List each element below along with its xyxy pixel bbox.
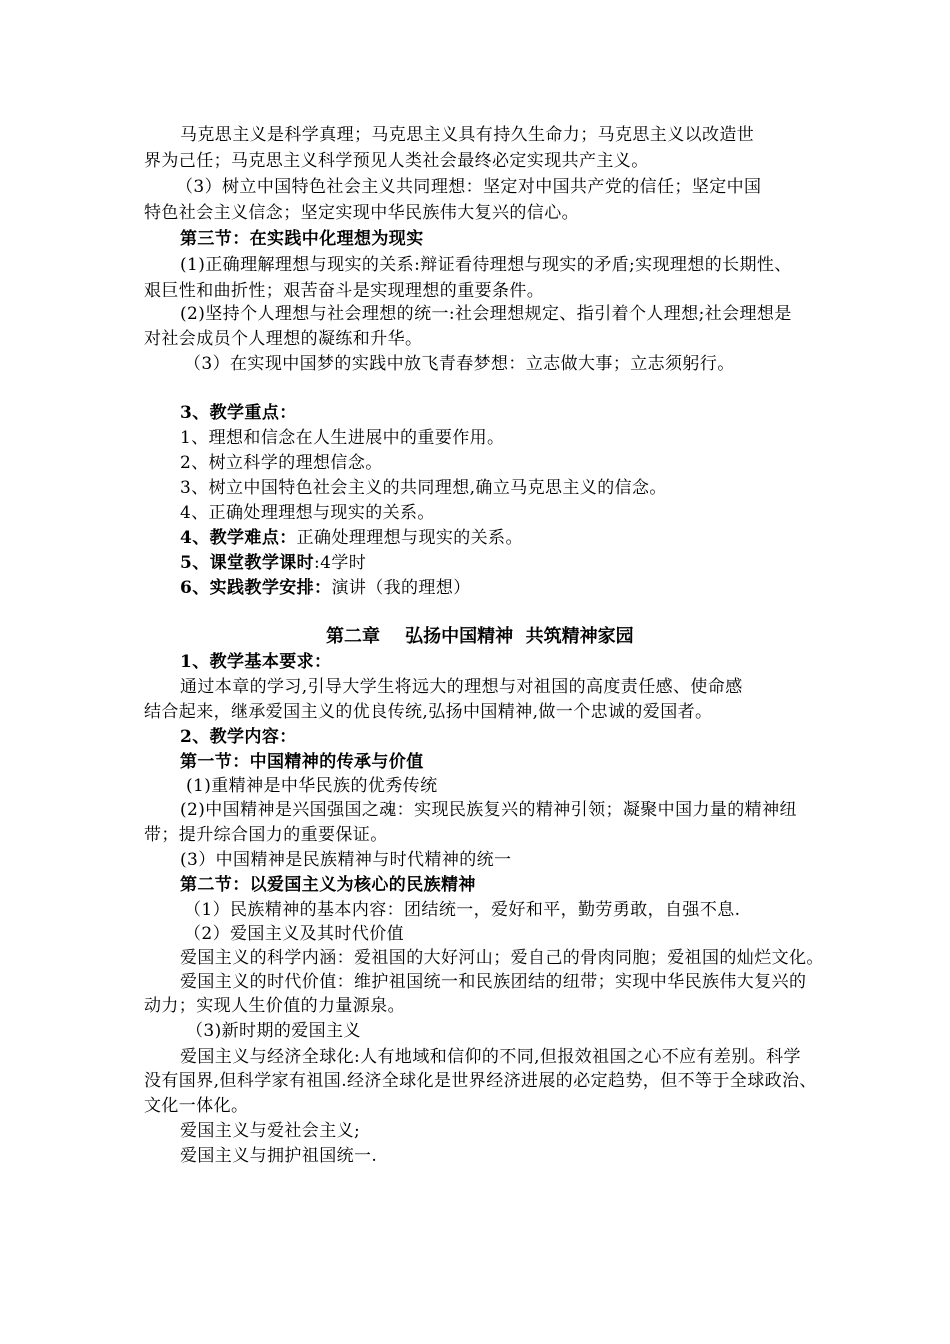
text-line: (2)坚持个人理想与社会理想的统一:社会理想规定、指引着个人理想;社会理想是	[180, 304, 792, 324]
text-line	[180, 576, 471, 600]
text-line: （1）民族精神的基本内容：团结统一，爱好和平，勤劳勇敢，自强不息.	[184, 900, 741, 920]
text-line: 1、理想和信念在人生进展中的重要作用。	[180, 428, 505, 448]
line-value: :4学时	[314, 553, 367, 573]
text-line: 爱国主义与拥护祖国统一.	[180, 1146, 378, 1166]
text-line: (1)重精神是中华民族的优秀传统	[186, 776, 438, 796]
text-line: 3、树立中国特色社会主义的共同理想,确立马克思主义的信念。	[180, 478, 667, 498]
text-line: 特色社会主义信念；坚定实现中华民族伟大复兴的信心。	[144, 203, 579, 223]
text-line: (1)正确理解理想与现实的关系:辩证看待理想与现实的矛盾;实现理想的长期性、	[180, 255, 792, 275]
text-line: 通过本章的学习,引导大学生将远大的理想与对祖国的高度责任感、使命感	[180, 677, 743, 697]
subheading: 1、教学基本要求：	[180, 652, 332, 672]
text-line: 2、树立科学的理想信念。	[180, 453, 383, 473]
text-line	[180, 526, 523, 550]
text-line: （3）树立中国特色社会主义共同理想：坚定对中国共产党的信任；坚定中国	[176, 177, 762, 197]
text-line: 艰巨性和曲折性；艰苦奋斗是实现理想的重要条件。	[144, 281, 545, 301]
text-line: （3)新时期的爱国主义	[186, 1021, 361, 1041]
text-line: 动力；实现人生价值的力量源泉。	[144, 996, 405, 1016]
text-line: 文化一体化。	[144, 1096, 249, 1116]
text-line: （3）在实现中国梦的实践中放飞青春梦想：立志做大事；立志须躬行。	[184, 354, 735, 374]
chapter-title: 第二章 弘扬中国精神 共筑精神家园	[326, 626, 634, 647]
line-label: 6、实践教学安排：	[180, 578, 332, 598]
text-line: 爱国主义的时代价值：维护祖国统一和民族团结的纽带；实现中华民族伟大复兴的	[180, 972, 807, 992]
text-line: 对社会成员个人理想的凝练和升华。	[144, 329, 423, 349]
section-heading: 第三节：在实践中化理想为现实	[180, 229, 424, 249]
text-line: 爱国主义的科学内涵：爱祖国的大好河山；爱自己的骨肉同胞；爱祖国的灿烂文化。	[180, 948, 824, 968]
text-line: 马克思主义是科学真理；马克思主义具有持久生命力；马克思主义以改造世	[180, 125, 755, 145]
line-value: 演讲（我的理想）	[331, 578, 471, 598]
text-line	[180, 551, 366, 575]
line-value: 正确处理理想与现实的关系。	[296, 528, 523, 548]
line-label: 5、课堂教学课时	[180, 553, 315, 573]
text-line: 没有国界,但科学家有祖国.经济全球化是世界经济进展的必定趋势，但不等于全球政治、	[144, 1071, 817, 1091]
text-line: 带；提升综合国力的重要保证。	[144, 825, 388, 845]
text-line: 4、正确处理理想与现实的关系。	[180, 503, 435, 523]
subheading: 2、教学内容：	[180, 727, 297, 747]
text-line: 爱国主义与经济全球化:人有地域和信仰的不同,但报效祖国之心不应有差别。科学	[180, 1047, 801, 1067]
section-heading: 第一节：中国精神的传承与价值	[180, 752, 424, 772]
subheading: 3、教学重点：	[180, 403, 297, 423]
text-line: (3）中国精神是民族精神与时代精神的统一	[180, 850, 512, 870]
text-line: 结合起来，继承爱国主义的优良传统,弘扬中国精神,做一个忠诚的爱国者。	[144, 702, 713, 722]
text-line: （2）爱国主义及其时代价值	[184, 924, 405, 944]
line-label: 4、教学难点：	[180, 528, 297, 548]
text-line: 爱国主义与爱社会主义;	[180, 1121, 361, 1141]
section-heading: 第二节：以爱国主义为核心的民族精神	[180, 875, 476, 895]
text-line: 界为己任；马克思主义科学预见人类社会最终必定实现共产主义。	[144, 151, 649, 171]
text-line: (2)中国精神是兴国强国之魂：实现民族复兴的精神引领；凝聚中国力量的精神纽	[180, 800, 797, 820]
